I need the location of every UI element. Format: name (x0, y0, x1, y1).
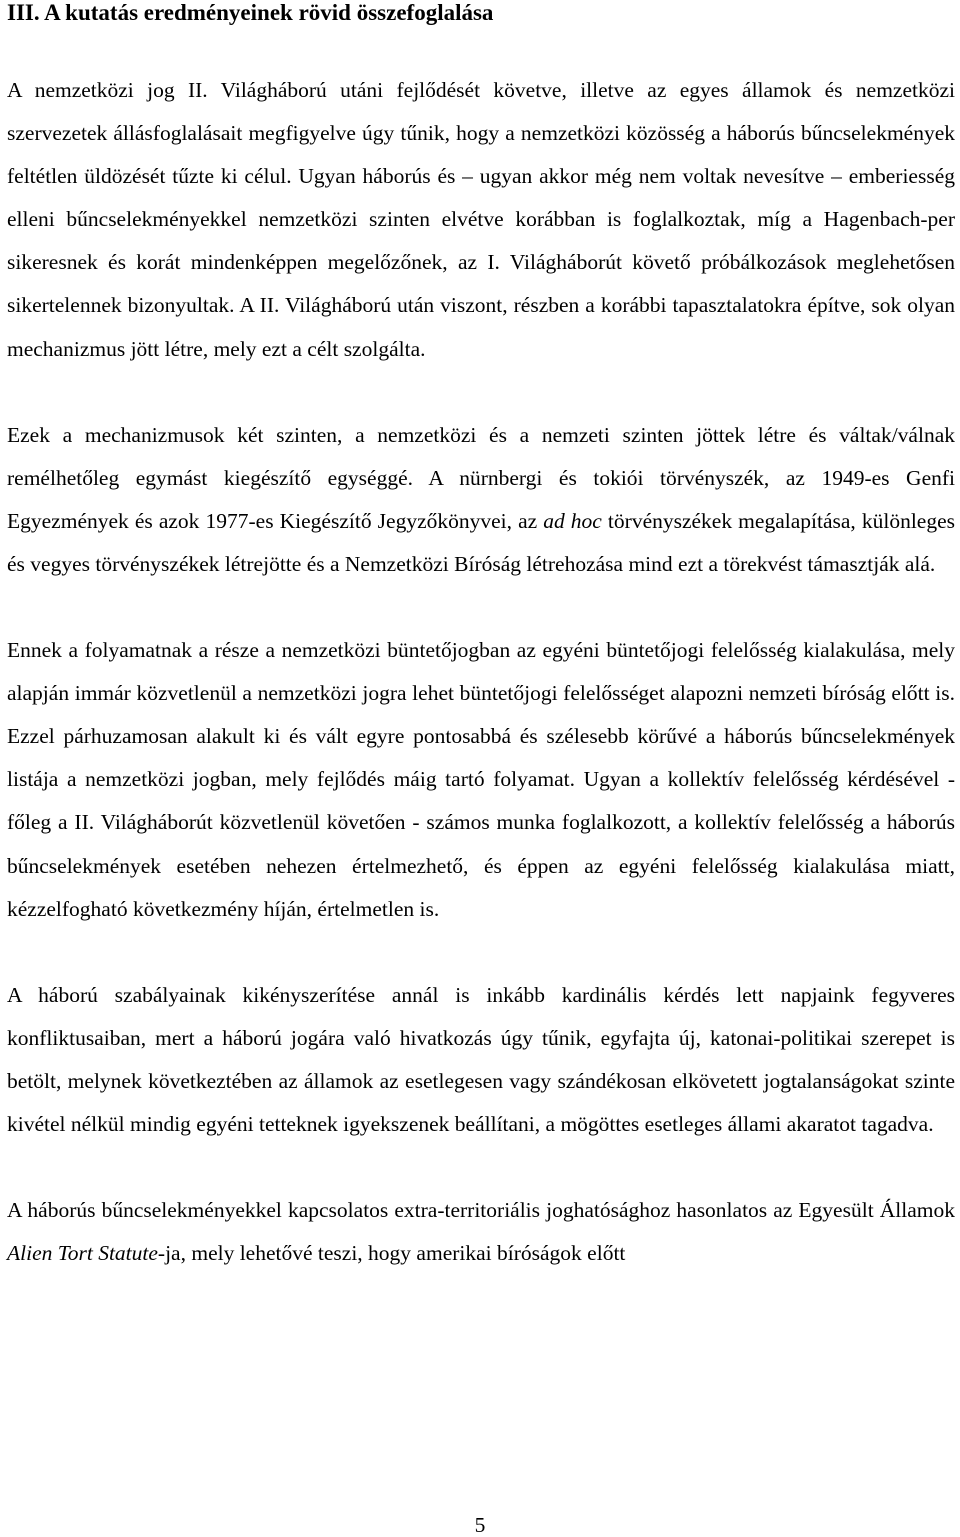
paragraph-5-italic: Alien Tort Statute (7, 1241, 158, 1266)
document-page (7, 0, 955, 1275)
section-heading: III. A kutatás eredményeinek rövid összefoglalása (7, 0, 494, 25)
paragraph-2-italic: ad hoc (543, 508, 602, 533)
page-number: 5 (474, 1513, 486, 1537)
paragraph-5-text-a: A háborús bűncselekményekkel kapcsolatos extra-territoriális joghatósághoz hasonlatos az Egyesült Államok (7, 1198, 955, 1223)
paragraph-2-text-b: törvényszékek megalapítása, különleges és vegyes törvényszékek létrejötte és a Nemzetközi Bíróság létrehozása mind ezt a törekvést támasztják alá. (7, 508, 956, 576)
paragraph-2 (7, 414, 955, 586)
paragraph-5-text-b: -ja, mely lehetővé teszi, hogy amerikai bíróságok előtt (157, 1241, 626, 1266)
paragraph-5 (7, 1189, 955, 1275)
paragraph-2-text-a: Ezek a mechanizmusok két szinten, a nemzetközi és a nemzeti szinten jöttek létre és váltak/válnak remélhetőleg egymást kiegészítő egységgé. A nürnbergi és tokiói törvényszék, az 1949-es Genfi Egyezmények és azok 1977-es Kiegészítő Jegyzőkönyvei, az (7, 422, 955, 533)
paragraph-1: A nemzetközi jog II. Világháború utáni fejlődését követve, illetve az egyes államok és nemzetközi szervezetek állásfoglalásait megfigyelve úgy tűnik, hogy a nemzetközi közösség a háborús bűncselekmények feltétlen üldözését tűzte ki célul. Ugyan háborús és – ugyan akkor még nem voltak nevesítve – emberiesség elleni bűncselekményekkel nemzetközi szinten elvétve korábban is foglalkoztak, míg a Hagenbach-per sikeresnek és korát mindenképpen megelőzőnek, az I. Világháborút követő próbálkozások meglehetősen sikertelennek bizonyultak. A II. Világháború után viszont, részben a korábbi tapasztalatokra építve, sok olyan mechanizmus jött létre, mely ezt a célt szolgálta. (7, 78, 955, 361)
paragraph-4: A háború szabályainak kikényszerítése annál is inkább kardinális kérdés lett napjaink fegyveres konfliktusaiban, mert a háború jogára való hivatkozás úgy tűnik, egyfajta új, katonai-politikai szerepet is betölt, melynek következtében az államok az esetlegesen vagy szándékosan elkövetett jogtalanságokat szinte kivétel nélkül mindig egyéni tetteknek igyekszenek beállítani, a mögöttes esetleges állami akaratot tagadva. (7, 982, 955, 1136)
paragraph-3: Ennek a folyamatnak a része a nemzetközi büntetőjogban az egyéni büntetőjogi felelősség kialakulása, mely alapján immár közvetlenül a nemzetközi jogra lehet büntetőjogi felelősséget alapozni nemzeti bíróság előtt is. Ezzel párhuzamosan alakult ki és vált egyre pontosabbá és szélesebb körűvé a háborús bűncselekmények listája a nemzetközi jogban, mely fejlődés máig tartó folyamat. Ugyan a kollektív felelősség kérdésével - főleg a II. Világháborút közvetlenül követően - számos munka foglalkozott, a kollektív felelősség a háborús bűncselekmények esetében nehezen értelmezhető, és éppen az egyéni felelősség kialakulása miatt, kézzelfogható következmény híján, értelmetlen is. (7, 638, 955, 921)
